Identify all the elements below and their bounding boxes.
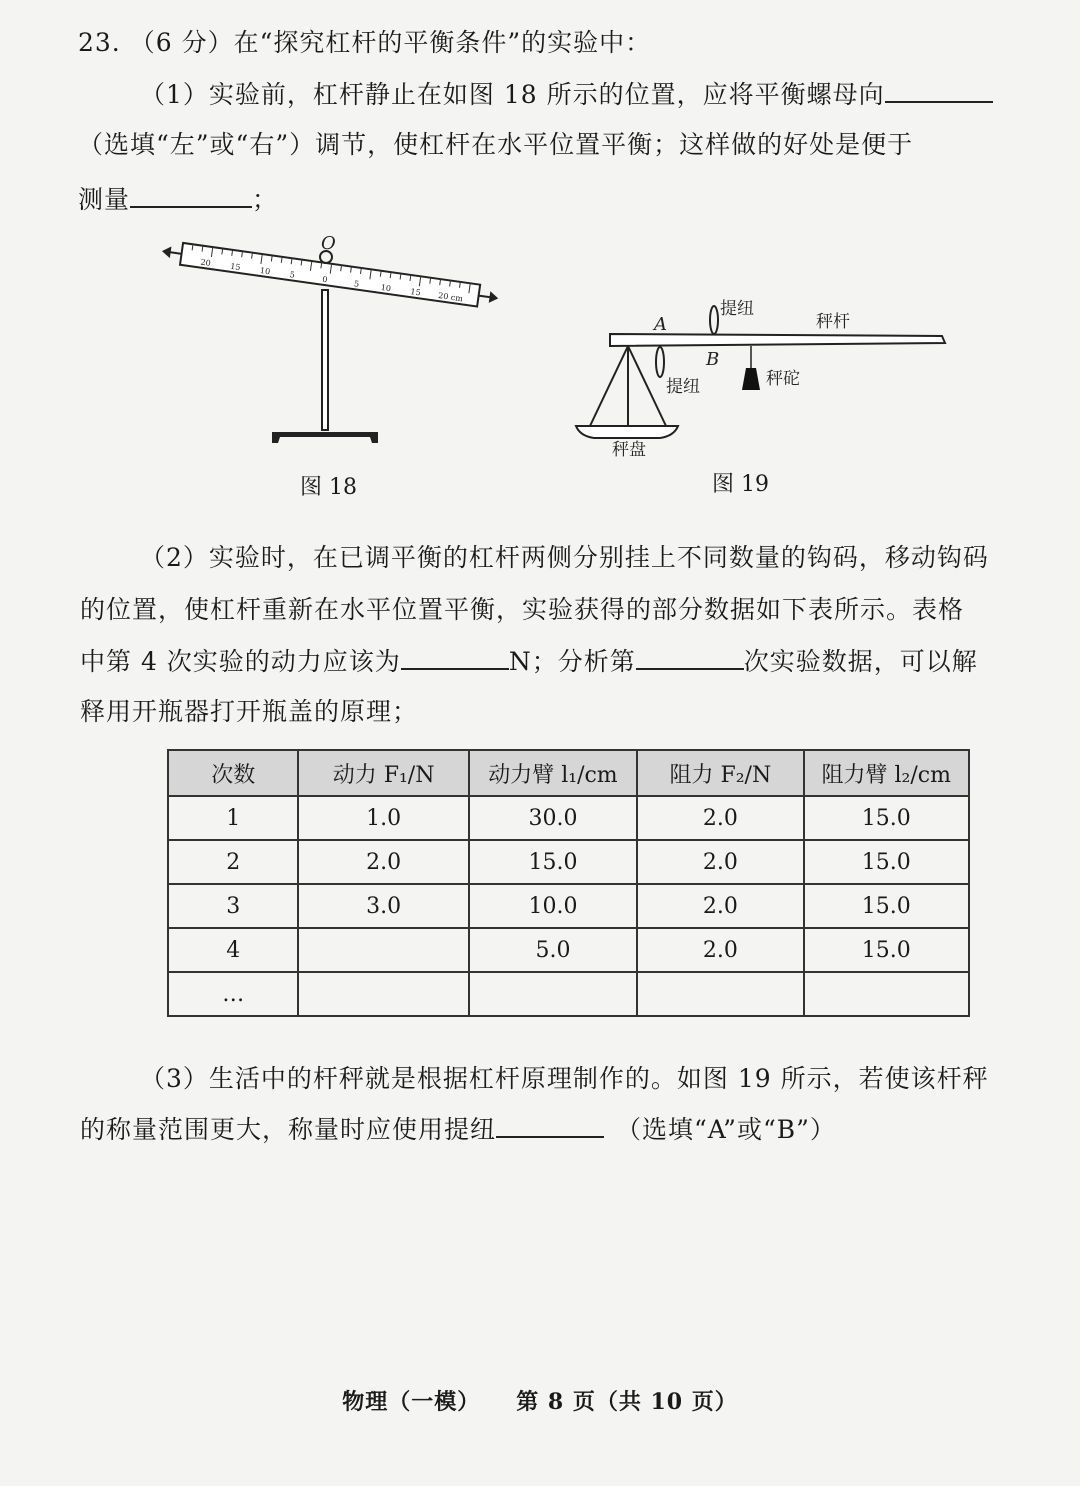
table-cell: 15.0: [804, 840, 969, 884]
figure-19: [570, 290, 960, 469]
ruler-tick-label: 20: [199, 257, 212, 268]
table-cell: [469, 972, 637, 1016]
part1-line2: [78, 128, 913, 162]
table-header: 阻力 F₂/N: [637, 750, 803, 796]
part3-text-1: （3）生活中的杆秤就是根据杠杆原理制作的。如图 19 所示，若使该杆秤: [140, 1064, 989, 1093]
question-header: [78, 26, 651, 60]
part1-line1: [140, 77, 993, 112]
part1-line3: [78, 182, 278, 217]
table-header: 阻力臂 l₂/cm: [804, 750, 969, 796]
part3-line2: [80, 1112, 836, 1147]
label-tiniu-bottom: 提纽: [666, 377, 700, 397]
part1-text-3b: ；: [252, 185, 279, 214]
footer-page-number: 第 8 页（共 10 页）: [516, 1389, 738, 1415]
table-row: [168, 796, 969, 840]
label-b: B: [706, 349, 720, 370]
pivot-label: O: [321, 235, 336, 254]
part2-text-2: 的位置，使杠杆重新在水平位置平衡，实验获得的部分数据如下表所示。表格: [80, 595, 965, 624]
table-cell: 3: [168, 884, 298, 928]
label-chengtuo: 秤砣: [766, 369, 800, 389]
table-cell: 2: [168, 840, 298, 884]
part1-text-3a: 测量: [78, 185, 131, 214]
page-footer: [0, 1385, 1080, 1416]
answer-blank-tiniu[interactable]: [496, 1112, 604, 1138]
table-row: [168, 840, 969, 884]
question-number: 23.: [78, 28, 121, 57]
figure-18: [160, 235, 500, 459]
part2-text-3a: 中第 4 次实验的动力应该为: [80, 647, 401, 676]
ruler-tick-label: 0: [321, 274, 329, 285]
part3-text-2b: （选填“A”或“B”）: [616, 1115, 836, 1144]
answer-blank-force[interactable]: [401, 644, 509, 670]
table-cell: 2.0: [637, 840, 803, 884]
table-cell: [637, 972, 803, 1016]
table-cell: 2.0: [637, 928, 803, 972]
table-row: [168, 884, 969, 928]
answer-blank-measure[interactable]: [130, 182, 252, 208]
label-chenggan: 秤杆: [816, 312, 850, 332]
part1-text-1: （1）实验前，杠杆静止在如图 18 所示的位置，应将平衡螺母向: [140, 80, 885, 109]
top-tiniu-icon: [710, 306, 718, 334]
ruler-tick-label: 15: [229, 261, 242, 273]
answer-blank-trial[interactable]: [636, 644, 744, 670]
stand-base: [272, 432, 378, 443]
table-cell: 4: [168, 928, 298, 972]
left-balance-nut-icon: [163, 247, 182, 257]
table-cell: 15.0: [804, 796, 969, 840]
part2-line2: [80, 593, 964, 627]
table-header-row: [168, 750, 969, 796]
ruler-tick-label: 15: [409, 287, 422, 298]
footer-subject: 物理（一模）: [342, 1389, 481, 1415]
table-header: 动力臂 l₁/cm: [469, 750, 637, 796]
table-cell: 2.0: [637, 884, 803, 928]
table-cell: 3.0: [298, 884, 468, 928]
table-cell: 15.0: [469, 840, 637, 884]
part2-text-1: （2）实验时，在已调平衡的杠杆两侧分别挂上不同数量的钩码，移动钩码: [140, 543, 989, 572]
answer-blank-direction[interactable]: [885, 77, 993, 103]
right-balance-nut-icon: [478, 292, 497, 302]
ruler-tick-label: 5: [353, 279, 360, 289]
label-tiniu-top: 提纽: [720, 299, 754, 319]
steelyard-pan: [576, 426, 678, 438]
table-cell: [804, 972, 969, 1016]
steelyard-weight-icon: [742, 368, 760, 390]
part3-text-2a: 的称量范围更大，称量时应使用提纽: [80, 1115, 497, 1144]
table-cell: 2.0: [298, 840, 468, 884]
table-cell: 1.0: [298, 796, 468, 840]
table-header: 次数: [168, 750, 298, 796]
experiment-data-table: [167, 749, 970, 1017]
part2-text-3c: 次实验数据，可以解: [743, 647, 978, 676]
figure18-caption: 图 18: [300, 475, 357, 500]
part2-line3: [80, 644, 978, 679]
question-score: （6 分）: [129, 28, 234, 57]
table-cell: 10.0: [469, 884, 637, 928]
table-cell: 5.0: [469, 928, 637, 972]
part2-text-4: 释用开瓶器打开瓶盖的原理；: [80, 697, 419, 726]
table-cell: 15.0: [804, 884, 969, 928]
table-row: [168, 928, 969, 972]
ruler-tick-label: 10: [259, 265, 271, 277]
table-cell: 30.0: [469, 796, 637, 840]
stand-pole: [322, 290, 328, 430]
ruler-tick-label: 10: [380, 282, 392, 294]
bottom-tiniu-icon: [656, 347, 664, 377]
label-a: A: [654, 314, 667, 335]
label-chengpan: 秤盘: [612, 440, 646, 460]
part1-text-2: （选填“左”或“右”）调节，使杠杆在水平位置平衡；这样做的好处是便于: [78, 130, 914, 159]
part2-line1: [140, 541, 989, 575]
figure19-caption: 图 19: [712, 472, 769, 497]
table-cell: 1: [168, 796, 298, 840]
part2-line4: [80, 695, 418, 729]
steelyard-beam: [610, 334, 945, 346]
ruler-tick-label: 20 cm: [437, 291, 464, 304]
question-intro: 在“探究杠杆的平衡条件”的实验中：: [233, 28, 652, 57]
part2-text-3b: N；分析第: [508, 647, 636, 676]
table-cell: 2.0: [637, 796, 803, 840]
table-cell-answer[interactable]: [298, 928, 468, 972]
ruler-tick-label: 5: [289, 270, 296, 280]
table-cell: …: [168, 972, 298, 1016]
table-cell: [298, 972, 468, 1016]
table-header: 动力 F₁/N: [298, 750, 468, 796]
table-row: [168, 972, 969, 1016]
table-cell: 15.0: [804, 928, 969, 972]
part3-line1: [140, 1062, 989, 1096]
